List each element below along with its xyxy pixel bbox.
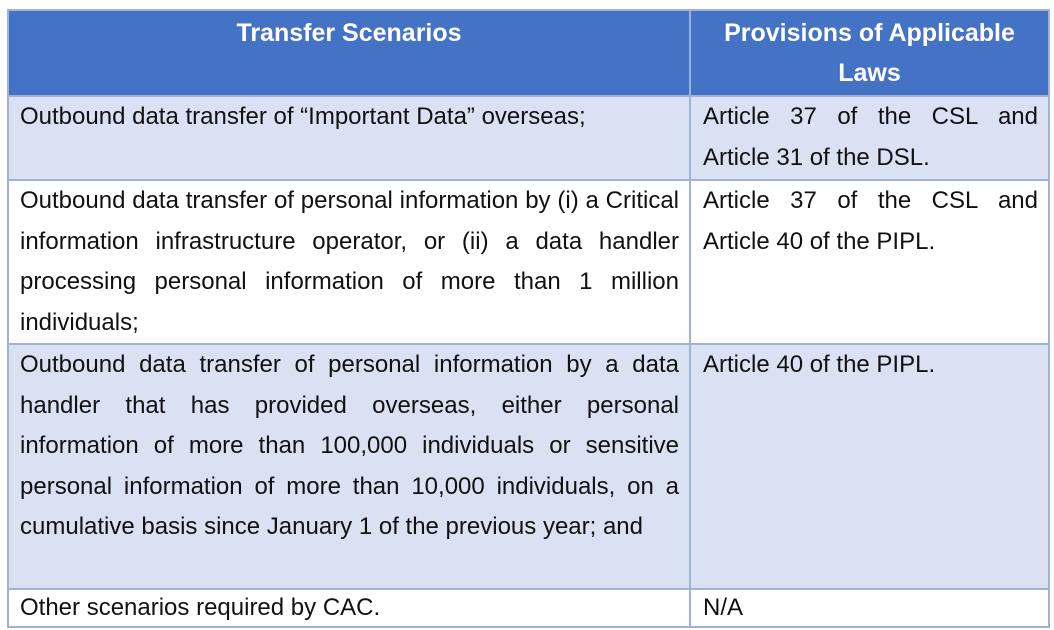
table-row — [8, 344, 1049, 589]
scenario-cell — [8, 96, 690, 180]
table-row — [8, 96, 1049, 180]
header-transfer-scenarios-label: Transfer Scenarios — [236, 19, 462, 47]
header-provisions — [690, 10, 1049, 96]
scenario-cell — [8, 589, 690, 627]
header-provisions-label: Provisions of Applicable Laws — [724, 19, 1015, 87]
provisions-cell — [690, 96, 1049, 180]
provisions-cell — [690, 180, 1049, 344]
table-row — [8, 180, 1049, 344]
scenario-text: Outbound data transfer of personal information by a data handler that has provided overseas, either personal information of more than 100,000 individuals or sensitive personal information of more than 10,000 individuals, on a cumulative basis since January 1 of the previous year; and — [20, 351, 679, 540]
provisions-cell — [690, 344, 1049, 589]
scenario-cell — [8, 180, 690, 344]
header-transfer-scenarios — [8, 10, 690, 96]
transfer-scenarios-table — [7, 9, 1050, 628]
provisions-text: Article 40 of the PIPL. — [703, 351, 936, 378]
provisions-cell — [690, 589, 1049, 627]
provisions-text: Article 37 of the CSL and Article 40 of the PIPL. — [703, 187, 1038, 255]
table-header-row — [8, 10, 1049, 96]
provisions-text: Article 37 of the CSL and Article 31 of the DSL. — [703, 103, 1038, 171]
scenario-text: Other scenarios required by CAC. — [20, 594, 381, 621]
scenario-text: Outbound data transfer of personal information by (i) a Critical information infrastructure operator, or (ii) a data handler processing personal information of more than 1 million individuals; — [20, 187, 679, 336]
scenario-cell — [8, 344, 690, 589]
provisions-text: N/A — [703, 594, 744, 621]
table-row — [8, 589, 1049, 627]
scenario-text: Outbound data transfer of “Important Data” overseas; — [20, 103, 586, 130]
